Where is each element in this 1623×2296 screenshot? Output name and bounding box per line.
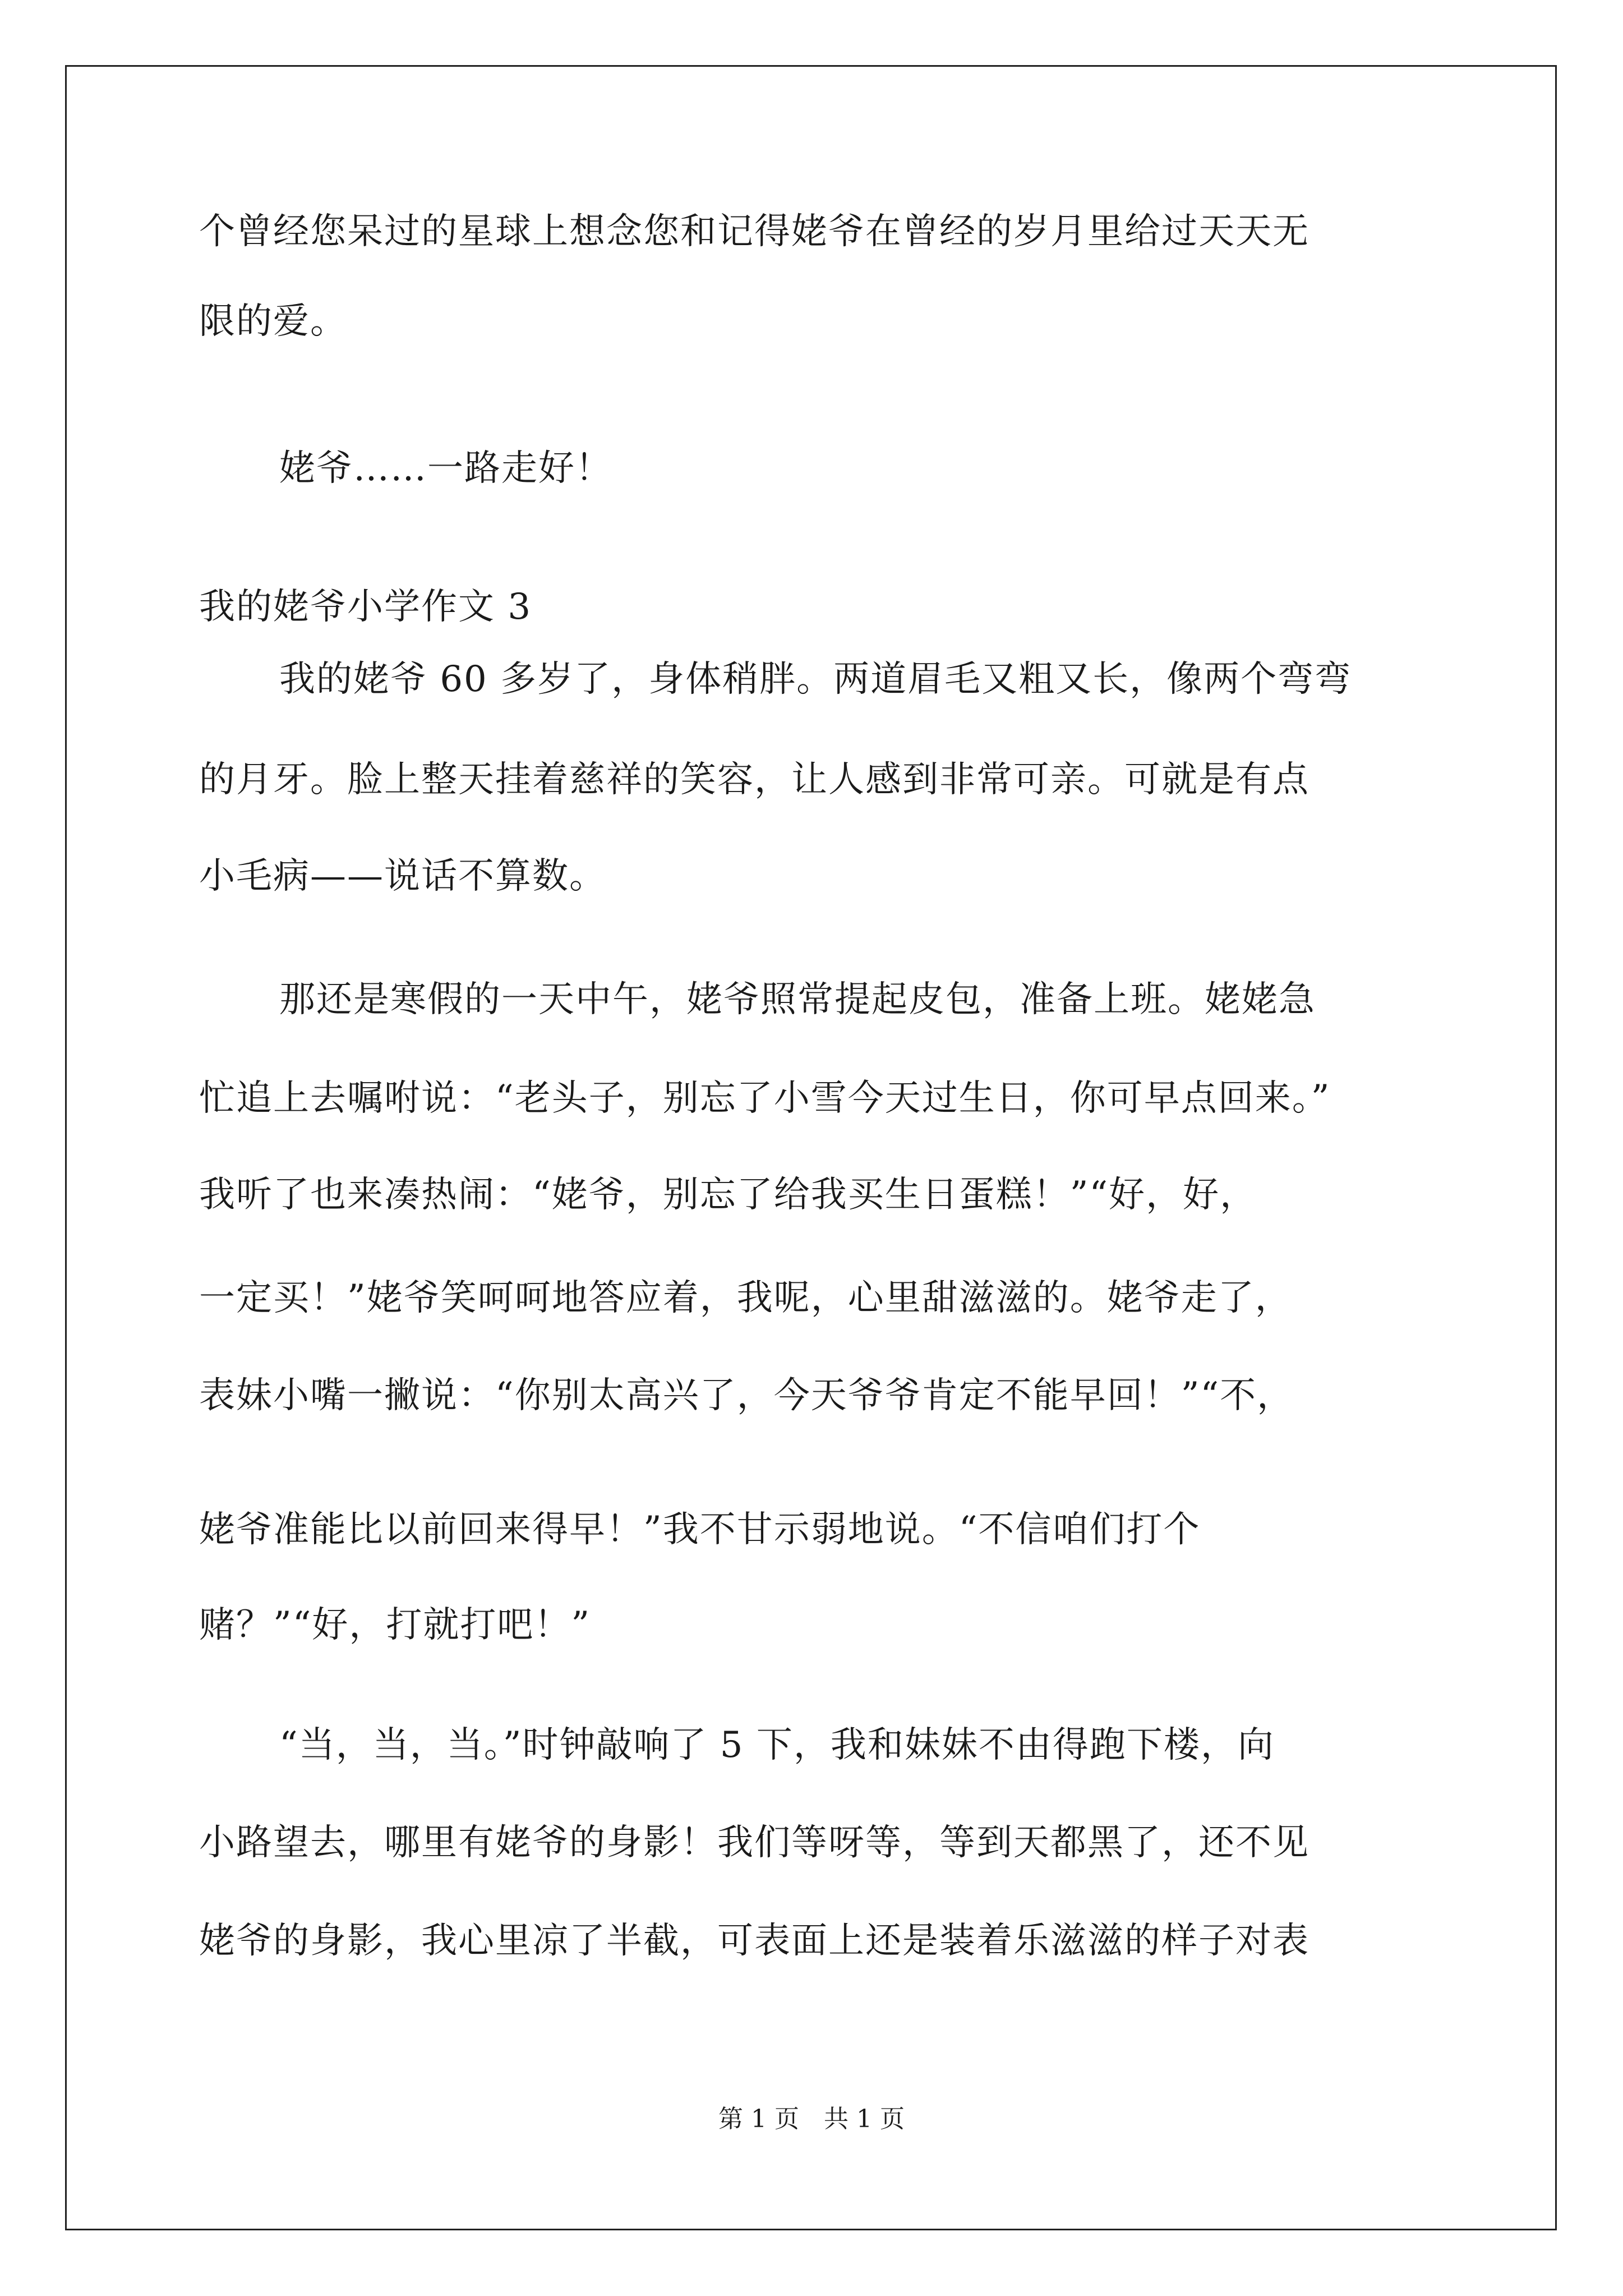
body-line-1: 个曾经您呆过的星球上想念您和记得姥爷在曾经的岁月里给过天天无 [199,211,1310,252]
body-line-2: 限的爱。 [199,301,347,342]
body-line-12: 表妹小嘴一撇说：“你别太高兴了，今天爷爷肯定不能早回！”“不， [199,1375,1294,1416]
body-line-11: 一定买！”姥爷笑呵呵地答应着，我呢，心里甜滋滋的。姥爷走了， [199,1277,1292,1319]
body-line-7: 小毛病——说话不算数。 [199,855,606,897]
section-heading: 我的姥爷小学作文 3 [199,586,532,628]
body-line-10: 我听了也来凑热闹：“姥爷，别忘了给我买生日蛋糕！”“好，好， [199,1174,1257,1216]
body-line-17: 姥爷的身影，我心里凉了半截，可表面上还是装着乐滋滋的样子对表 [199,1920,1310,1962]
body-line-13: 姥爷准能比以前回来得早！”我不甘示弱地说。“不信咱们打个 [199,1509,1201,1550]
body-line-16: 小路望去，哪里有姥爷的身影！我们等呀等，等到天都黑了，还不见 [199,1822,1310,1864]
body-line-3: 姥爷……一路走好！ [279,448,612,489]
body-line-5: 我的姥爷 60 多岁了，身体稍胖。两道眉毛又粗又长，像两个弯弯 [279,659,1352,700]
body-line-8: 那还是寒假的一天中午，姥爷照常提起皮包，准备上班。姥姥急 [279,979,1316,1020]
body-line-15: “当，当，当。”时钟敲响了 5 下，我和妹妹不由得跑下楼，向 [279,1724,1275,1766]
page-number-footer: 第 1 页 共 1 页 [718,2105,905,2133]
page-border [65,65,1557,2230]
body-line-9: 忙追上去嘱咐说：“老头子，别忘了小雪今天过生日，你可早点回来。” [199,1078,1331,1119]
body-line-6: 的月牙。脸上整天挂着慈祥的笑容，让人感到非常可亲。可就是有点 [199,759,1310,800]
body-line-14: 赌？”“好，打就打吧！” [199,1604,591,1646]
